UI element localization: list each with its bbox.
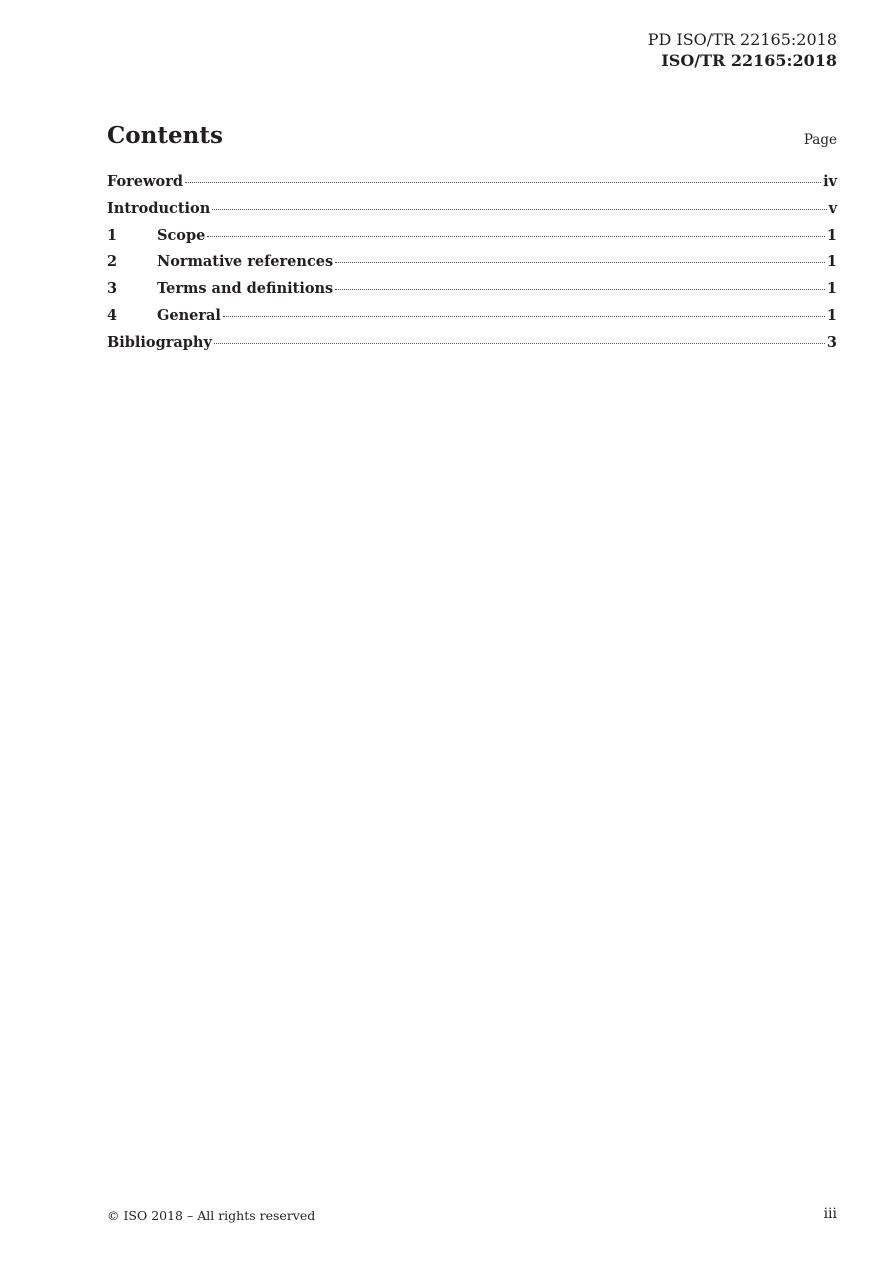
dot-leader: [335, 262, 825, 263]
toc-entry-foreword[interactable]: [107, 173, 837, 200]
dot-leader: [335, 289, 825, 290]
table-of-contents: [107, 173, 837, 361]
dot-leader: [207, 236, 825, 237]
toc-entry-page: 1: [826, 306, 837, 324]
toc-entry-page: 1: [826, 280, 837, 298]
toc-entry-title: Introduction: [107, 199, 211, 217]
toc-entry-introduction[interactable]: [107, 200, 837, 227]
dot-leader: [185, 182, 821, 183]
copyright-notice: © ISO 2018 – All rights reserved: [107, 1208, 316, 1223]
dot-leader: [223, 316, 825, 317]
toc-entry-general[interactable]: [107, 307, 837, 334]
toc-entry-title: Terms and definitions: [157, 280, 334, 298]
page-column-label: Page: [803, 132, 837, 148]
toc-entry-number: 1: [107, 226, 118, 244]
header-pd-standard-id: PD ISO/TR 22165:2018: [647, 30, 837, 49]
toc-entry-page: v: [828, 199, 837, 217]
toc-entry-number: 2: [107, 253, 118, 271]
toc-entry-page: 1: [826, 253, 837, 271]
dot-leader: [214, 343, 825, 344]
toc-entry-title: General: [157, 306, 221, 324]
toc-entry-number: 3: [107, 280, 118, 298]
toc-entry-page: iv: [823, 173, 837, 190]
document-header: [648, 29, 837, 71]
toc-entry-title: Scope: [157, 226, 206, 244]
page-number: iii: [823, 1206, 837, 1222]
toc-entry-number: 4: [107, 306, 118, 324]
toc-entry-scope[interactable]: [107, 227, 837, 254]
toc-entry-normative-references[interactable]: [107, 253, 837, 280]
dot-leader: [212, 209, 826, 210]
toc-entry-bibliography[interactable]: [107, 334, 837, 361]
toc-entry-terms-and-definitions[interactable]: [107, 280, 837, 307]
toc-entry-title: Foreword: [107, 173, 183, 190]
contents-heading: Contents: [107, 122, 223, 149]
toc-entry-page: 3: [826, 333, 837, 351]
toc-entry-title: Bibliography: [107, 333, 212, 351]
toc-entry-title: Normative references: [157, 253, 334, 271]
header-standard-id: ISO/TR 22165:2018: [661, 51, 837, 70]
toc-entry-page: 1: [826, 226, 837, 244]
